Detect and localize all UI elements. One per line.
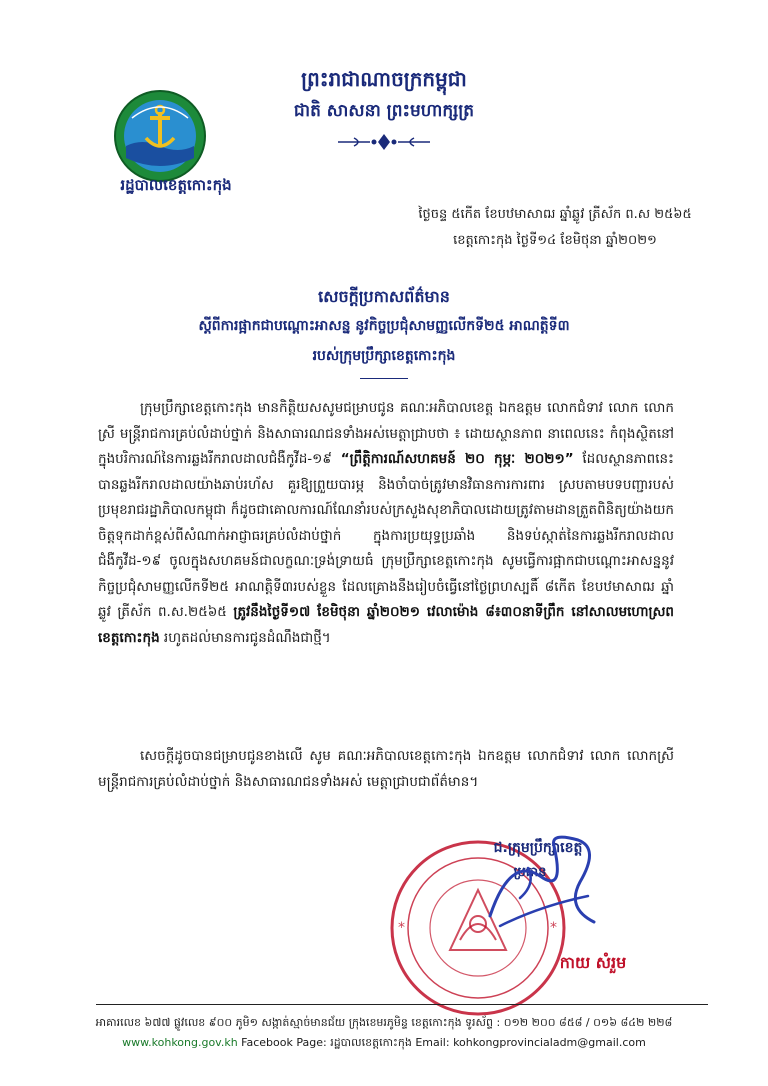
- footer-contact: [60, 1036, 708, 1052]
- svg-text:*: *: [398, 920, 405, 936]
- solar-date: ខេត្តកោះកុង ថ្ងៃទី១៤ ខែមិថុនា ឆ្នាំ២០២១: [453, 233, 657, 248]
- email-address[interactable]: Email: kohkongprovincialadm@gmail.com: [415, 1036, 646, 1049]
- signatory-role: ជ.ក្រុមប្រឹក្សាខេត្ត: [493, 840, 583, 856]
- paragraph-text: រហូតដល់មានការជូនដំណឹងជាថ្មី។: [159, 629, 331, 646]
- document-subject: ស្ដីពីការផ្អាកជាបណ្ដោះអាសន្ន នូវកិច្ចប្រជុំសាមញ្ញលើកទី២៥ អាណត្តិទី៣: [198, 318, 570, 334]
- meeting-date-bold: ត្រូវនឹងថ្ងៃទី១៧ ខែមិថុនា ឆ្នាំ២០២១ វេលាម៉ោង ៨៖៣០នាទីព្រឹក នៅសាលមហោស្រពខេត្តកោះកុង: [98, 604, 675, 646]
- lunar-date: ថ្ងៃចន្ទ ៥កើត ខែបឋមាសាឍ ឆ្នាំឆ្លូវ ត្រីស័ក ព.ស ២៥៦៥: [418, 207, 692, 222]
- paragraph-text: សេចក្ដីដូចបានជម្រាបជូនខាងលើ សូម គណៈអភិបាលខេត្តកោះកុង ឯកឧត្តម លោកជំទាវ លោក លោកស្រី មន្ត្រីរាជការគ្រប់លំដាប់ថ្នាក់ និងសាធារណជនទាំងអស់ មេត្តាជ្រាបជាព័ត៌មាន។: [98, 748, 674, 790]
- website-link[interactable]: www.kohkong.gov.kh: [122, 1036, 238, 1049]
- facebook-page: Facebook Page: រដ្ឋបាលខេត្តកោះកុង: [237, 1036, 416, 1049]
- signatory-title: ប្រធាន: [513, 865, 547, 880]
- province-name: រដ្ឋបាលខេត្តកោះកុង: [120, 176, 232, 194]
- signatory-name: កាយ សំរួម: [559, 953, 627, 972]
- title-divider: [360, 378, 408, 379]
- svg-text:*: *: [550, 920, 557, 936]
- paragraph-text: ក្រុមប្រឹក្សាខេត្តកោះកុង មានកិត្តិយសសូមជម្រាបជូន គណៈអភិបាលខេត្ត ឯកឧត្តម លោកជំទាវ លោក លោកស្រី មន្ត្រីរាជការគ្រប់លំដាប់ថ្នាក់ និងសាធារណជនទាំងអស់មេត្តាជ្រាបថា ៖ ដោយស្ថានភាព នាពេលនេះ កំពុងស្ថិតនៅក្នុងបរិការណ៍នៃការឆ្លងរីករាលដាលជំងឺកូវីដ-១៩: [98, 400, 674, 467]
- kingdom-heading: ព្រះរាជាណាចក្រកម្ពុជា: [301, 67, 467, 91]
- footer-address: អាគារលេខ ៦៧៧ ផ្លូវលេខ ៩០០ ភូមិ១ សង្កាត់ស្មាច់មានជ័យ ក្រុងខេមរភូមិន្ទ ខេត្តកោះកុង ទូរស័ព្ទ : ០១២ ២០០ ៨៥៨ / ០១៦ ៨៤២ ២២៨: [95, 1016, 673, 1029]
- document-subject-owner: របស់ក្រុមប្រឹក្សាខេត្តកោះកុង: [312, 348, 456, 364]
- handwritten-signature-icon: [470, 826, 610, 946]
- document-title: សេចក្ដីប្រកាសព័ត៌មាន: [318, 287, 450, 306]
- event-name-bold: “ព្រឹត្តិការណ៍សហគមន៍ ២០ កុម្ភៈ ២០២១”: [340, 451, 574, 467]
- paragraph-text: ដែលស្ថានភាពនេះ បានឆ្លងរីករាលដាលយ៉ាងឆាប់រហ័ស គួរឱ្យព្រួយបារម្ភ និងចាំបាច់ត្រូវមានវិធានការការពារ ស្របតាមបទបញ្ជារបស់ប្រមុខរាជរដ្ឋាភិបាលកម្ពុជា ក៏ដូចជាគោលការណ៍ណែនាំរបស់ក្រសួងសុខាភិបាលដោយត្រូវតាមដានត្រួតពិនិត្យយ៉ាងយកចិត្តទុកដាក់ខ្ពស់ពីសំណាក់អាជ្ញាធរគ្រប់លំដាប់ថ្នាក់ ក្នុងការប្រយុទ្ធប្រឆាំង និងទប់ស្កាត់នៃការឆ្លងរីករាលដាលជំងឺកូវីដ-១៩ ចូលក្នុងសហគមន៍ជាលក្ខណៈទ្រង់ទ្រាយធំ ក្រុមប្រឹក្សាខេត្តកោះកុង សូមធ្វើការផ្អាកជាបណ្ដោះអាសន្ននូវកិច្ចប្រជុំសាមញ្ញលើកទី២៥ អាណត្តិទី៣របស់ខ្លួន ដែលគ្រោងនឹងរៀបចំធ្វើនៅថ្ងៃព្រហស្បតិ៍ ៨កើត ខែបឋមាសាឍ ឆ្នាំឆ្លូវ ត្រីស័ក ព.ស.២៥៦៥: [98, 451, 674, 620]
- body-paragraph-2: [98, 744, 674, 795]
- national-motto: ជាតិ សាសនា ព្រះមហាក្សត្រ: [293, 101, 475, 121]
- body-paragraph-1: [98, 396, 674, 651]
- ornament-divider-icon: [334, 132, 434, 152]
- footer-divider: [96, 1004, 708, 1005]
